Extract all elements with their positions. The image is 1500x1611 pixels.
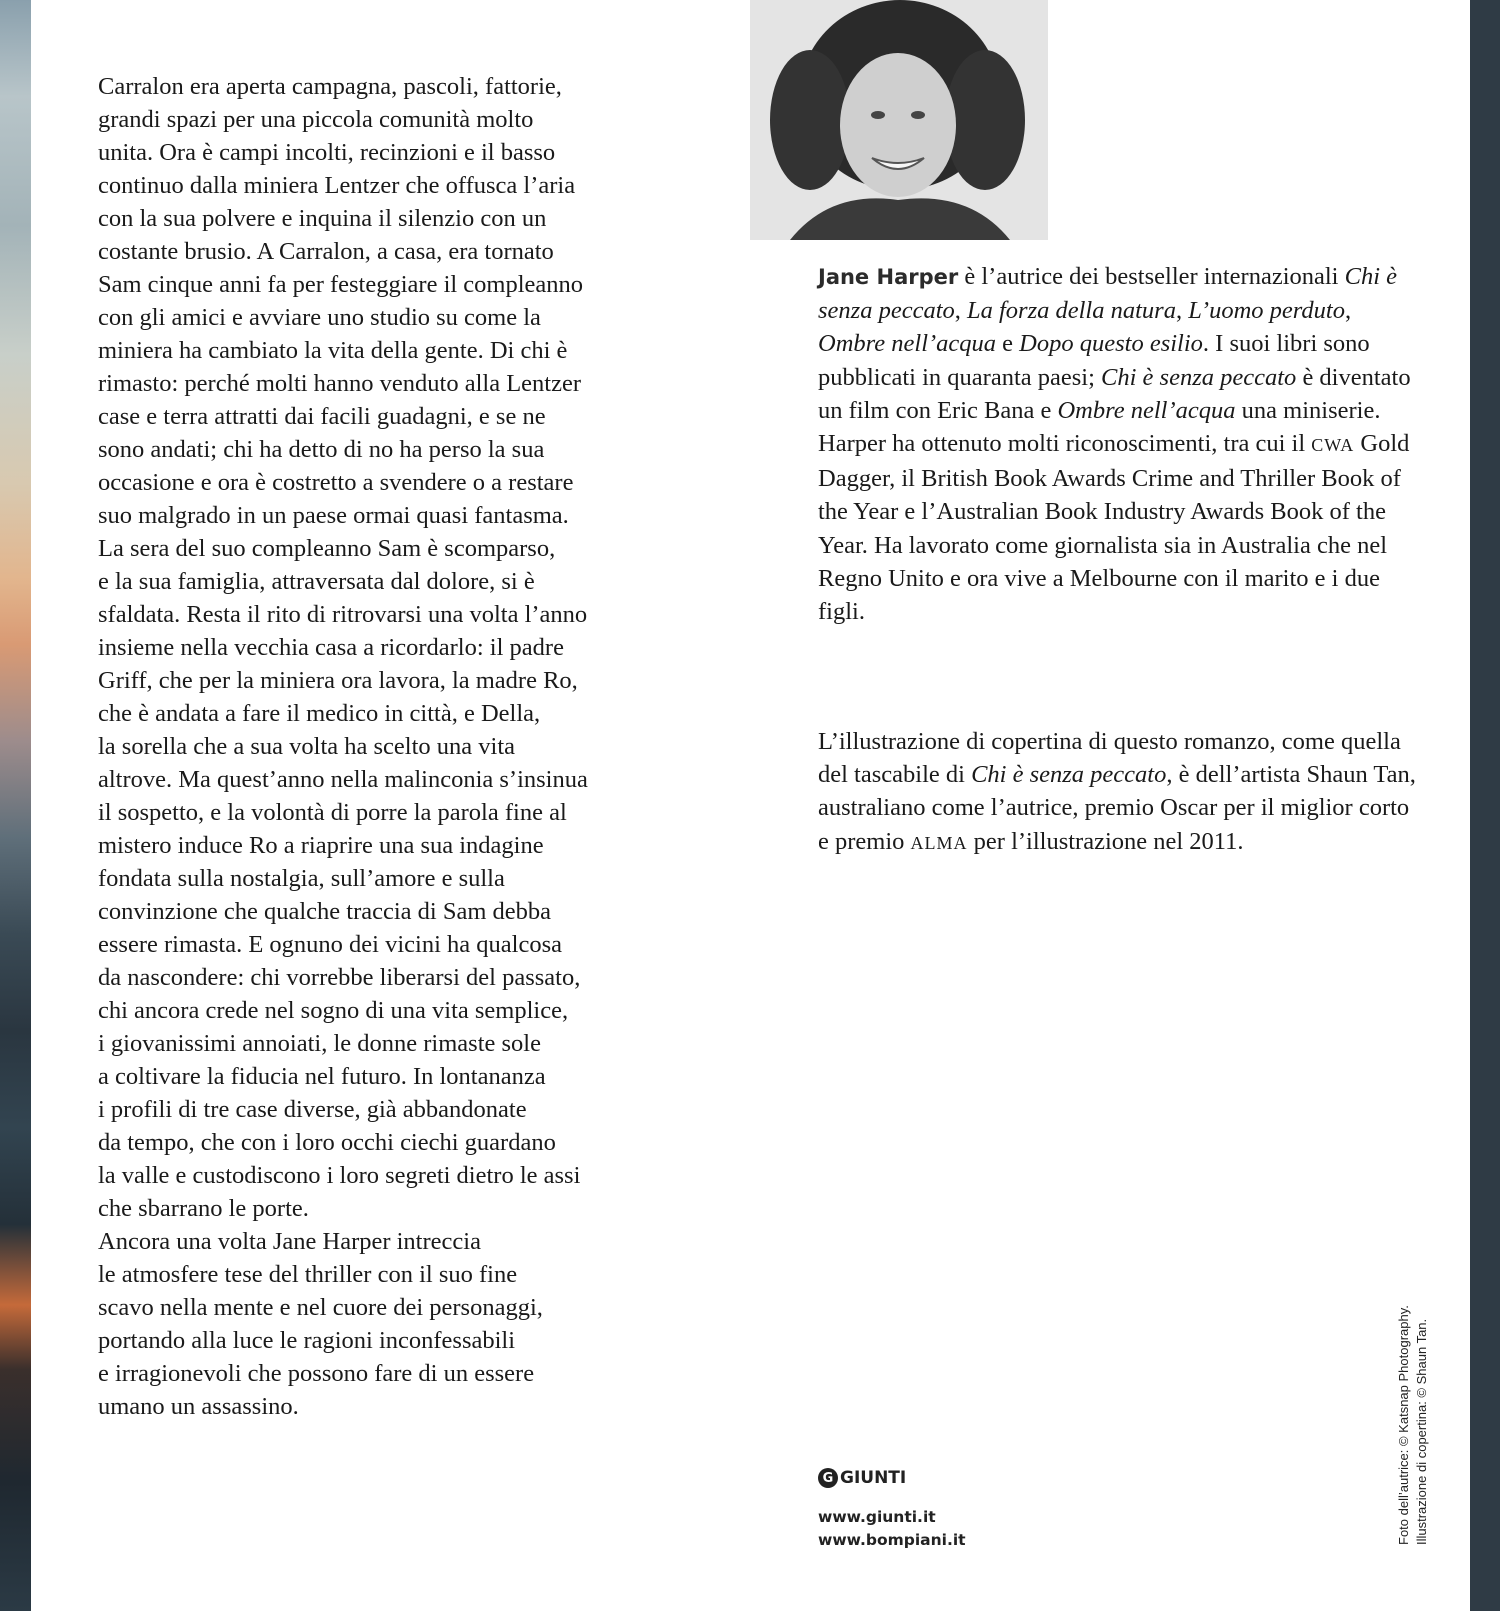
award-acronym: CWA <box>1311 435 1355 456</box>
book-title: La forza della natura <box>967 297 1176 325</box>
bompiani-website-link[interactable]: www.bompiani.it <box>818 1531 966 1549</box>
spine-edge <box>1470 0 1500 1611</box>
book-title: Dopo questo esilio <box>1019 330 1203 358</box>
publisher-links <box>818 1506 966 1552</box>
giunti-website-link[interactable]: www.giunti.it <box>818 1508 936 1526</box>
giunti-logo-icon: G <box>818 1468 838 1488</box>
publisher-name: GIUNTI <box>840 1468 907 1488</box>
author-photo <box>750 0 1048 240</box>
book-title: Chi è senza peccato <box>818 263 1398 325</box>
photo-credit: Foto dell’autrice: © Katsnap Photography. <box>1396 1305 1411 1545</box>
cover-illustration-note: L’illustrazione di copertina di questo romanzo, come quella del tascabile di Chi è senza peccato, è dell’artista Shaun Tan, australiano come l’autrice, premio Oscar per il miglior corto e premio ALMA per l’illustrazione nel 2011. <box>818 728 1416 855</box>
book-title: Ombre nell’acqua <box>818 330 997 358</box>
book-title: Ombre nell’acqua <box>1057 396 1236 424</box>
book-title: Chi è senza peccato <box>971 761 1167 789</box>
book-blurb: Carralon era aperta campagna, pascoli, fattorie, grandi spazi per una piccola comunità molto unita. Ora è campi incolti, recinzioni e il basso continuo dalla miniera Lentzer che offusca l’aria con la sua polvere e inquina il silenzio con un costante brusio. A Carralon, a casa, era tornato Sam cinque anni fa per festeggiare il compleanno con gli amici e avviare uno studio su come la miniera ha cambiato la vita della gente. Di chi è rimasto: perché molti hanno venduto alla Lentzer case e terra attratti dai facili guadagni, e se ne sono andati; chi ha detto di no ha perso la sua occasione e ora è costretto a svendere o a restare suo malgrado in un paese ormai quasi fantasma. La sera del suo compleanno Sam è scomparso, e la sua famiglia, attraversata dal dolore, si è sfaldata. Resta il rito di ritrovarsi una volta l’anno insieme nella vecchia casa a ricordarlo: il padre Griff, che per la miniera ora lavora, la madre Ro, che è andata a fare il medico in città, e Della, la sorella che a sua volta ha scelto una vita altrove. Ma quest’anno nella malinconia s’insinua il sospetto, e la volontà di porre la parola fine al mistero induce Ro a riaprire una sua indagine fondata sulla nostalgia, sull’amore e sulla convinzione che qualche traccia di Sam debba essere rimasta. E ognuno dei vicini ha qualcosa da nascondere: chi vorrebbe liberarsi del passato, chi ancora crede nel sogno di una vita semplice, i giovanissimi annoiati, le donne rimaste sole a coltivare la fiducia nel futuro. In lontananza i profili di tre case diverse, già abbandonate da tempo, che con i loro occhi ciechi guardano la valle e custodiscono i loro segreti dietro le assi che sbarrano le porte. Ancora una volta Jane Harper intreccia le atmosfere tese del thriller con il suo fine scavo nella mente e nel cuore dei personaggi, portando alla luce le ragioni inconfessabili e irragionevoli che possono fare di un essere umano un assassino. <box>98 73 588 1420</box>
illustration-credit: Illustrazione di copertina: © Shaun Tan. <box>1414 1318 1429 1545</box>
publisher-logo <box>818 1468 906 1488</box>
image-credits <box>1395 1305 1431 1545</box>
award-acronym: ALMA <box>910 832 968 853</box>
book-title: L’uomo perduto <box>1188 297 1345 325</box>
book-title: Chi è senza peccato <box>1101 363 1297 391</box>
author-bio: Jane Harper è l’autrice dei bestseller internazionali Chi è senza peccato, La forza della natura, L’uomo perduto, Ombre nell’acqua e Dopo questo esilio. I suoi libri sono pubblicati in quaranta paesi; Chi è senza peccato è diventato un film con Eric Bana e Ombre nell’acqua una miniserie. Harper ha ottenuto molti riconoscimenti, tra cui il CWA Gold Dagger, il British Book Awards Crime and Thriller Book of the Year e l’Australian Book Industry Awards Book of the Year. Ha lavorato come giornalista sia in Australia che nel Regno Unito e ora vive a Melbourne con il marito e i due figli. <box>818 263 1411 626</box>
cover-art-edge <box>0 0 31 1611</box>
author-name: Jane Harper <box>818 265 959 289</box>
